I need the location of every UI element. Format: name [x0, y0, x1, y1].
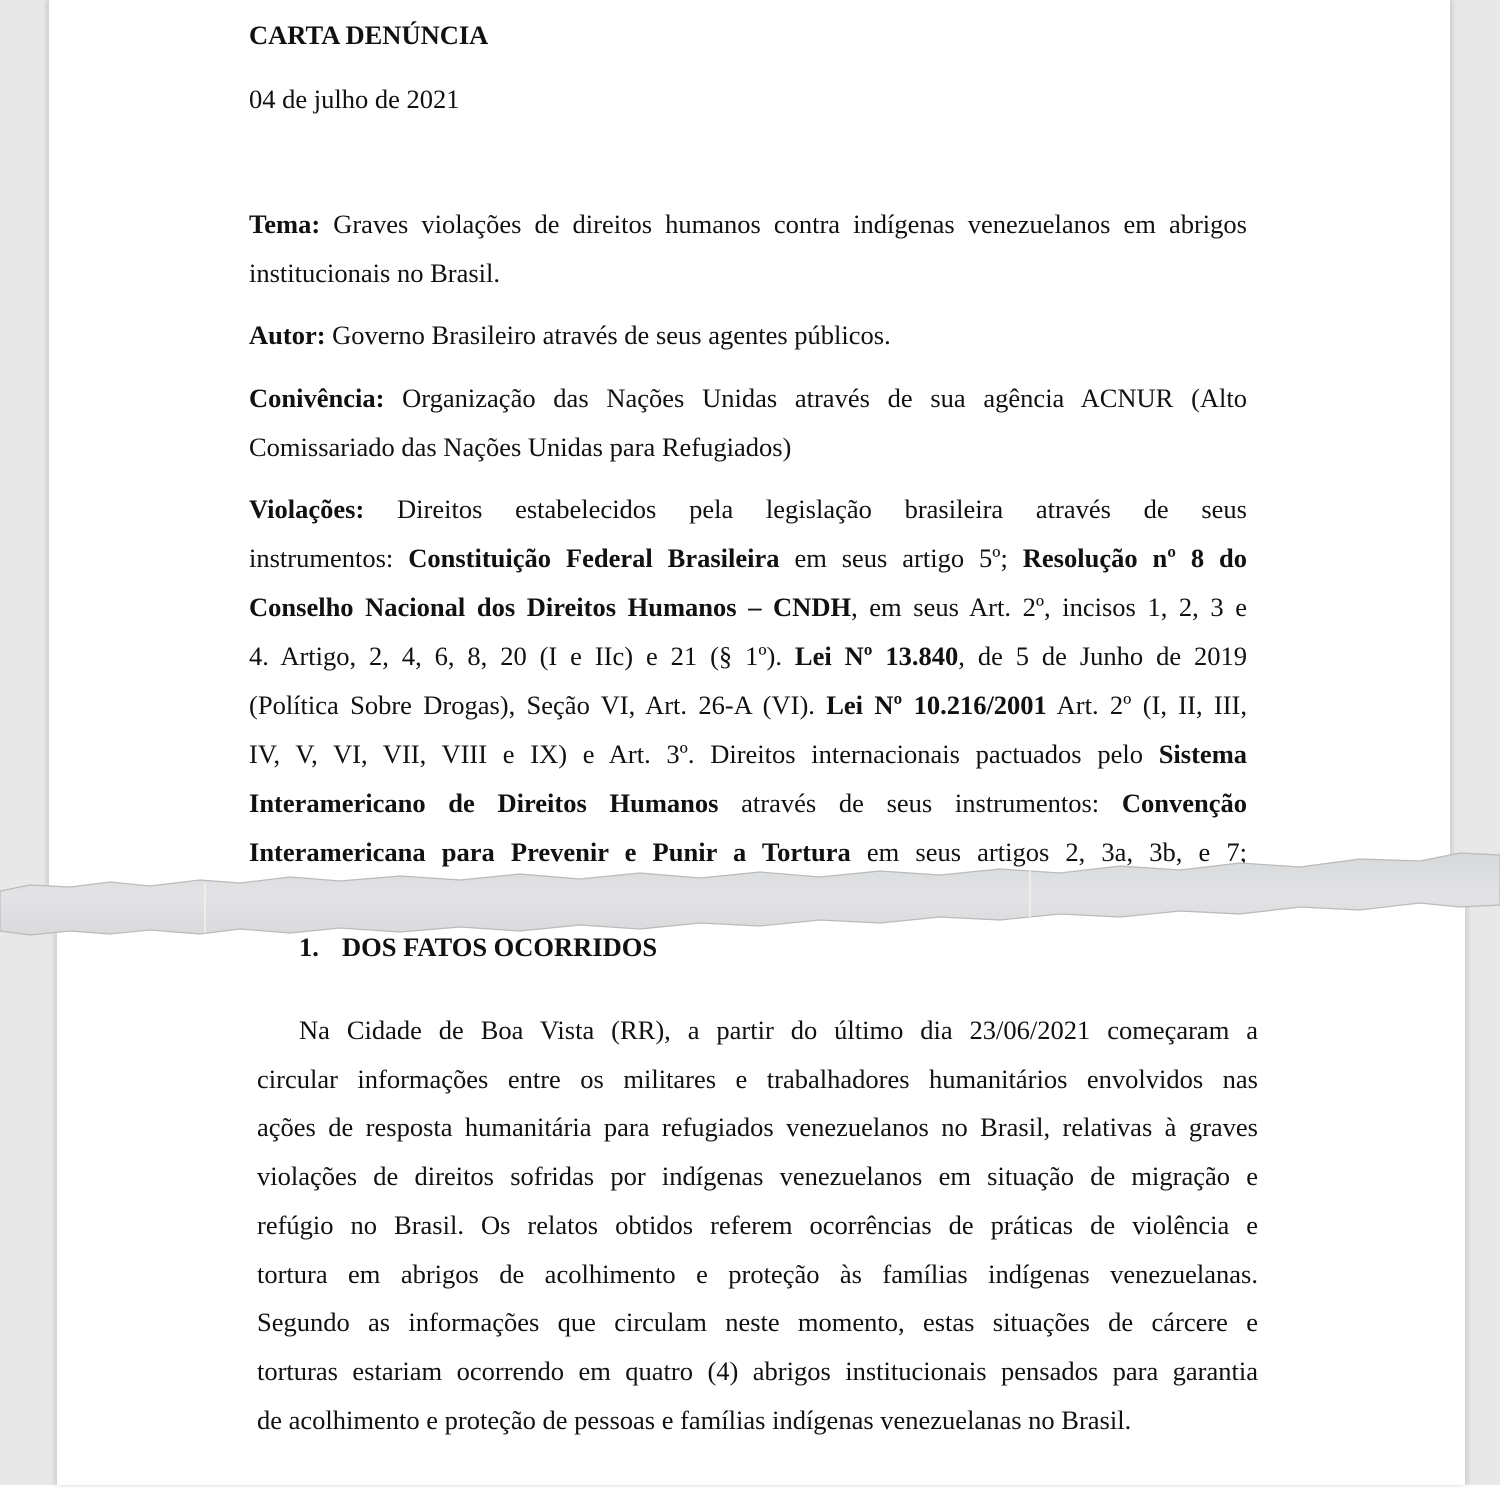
violacoes-text: 4. Artigo, 2, 4, 6, 8, 20 (I e IIc) e 21 (§ 1º).: [249, 641, 782, 671]
violacoes-bold: Lei Nº 13.840: [794, 641, 959, 671]
tema-line-2: [249, 258, 1247, 288]
violacoes-line-5: [249, 690, 1247, 720]
violacoes-line-4: [249, 641, 1247, 671]
violacoes-bold: Interamericana para Prevenir e Punir a Tortura: [249, 837, 851, 867]
violacoes-bold: Lei Nº 10.216/2001: [826, 690, 1047, 720]
violacoes-line-6: [249, 739, 1247, 769]
conivencia-label: Conivência:: [249, 383, 385, 413]
violacoes-bold: Convenção: [1121, 788, 1247, 818]
violacoes-text: em seus artigos 2, 3a, 3b, e 7;: [866, 837, 1247, 867]
autor-text: Governo Brasileiro através de seus agentes públicos.: [332, 320, 891, 350]
violacoes-bold: Constituição Federal Brasileira: [408, 543, 780, 573]
document-date: 04 de julho de 2021: [249, 84, 460, 114]
violacoes-line-7: [249, 788, 1247, 818]
violacoes-bold: Interamericano de Direitos Humanos: [249, 788, 719, 818]
paragraph-line: circular informações entre os militares e trabalhadores humanitários envolvidos nas: [257, 1064, 1258, 1094]
section-number: 1.: [299, 932, 319, 962]
violacoes-text: em seus artigo 5º;: [794, 543, 1008, 573]
paragraph-line: tortura em abrigos de acolhimento e proteção às famílias indígenas venezuelanas.: [257, 1259, 1258, 1289]
violacoes-line-3: [249, 592, 1247, 622]
document-page-bottom: [57, 900, 1465, 1485]
document-title: CARTA DENÚNCIA: [249, 20, 489, 50]
tema-label: Tema:: [249, 209, 321, 239]
violacoes-text-1: Direitos estabelecidos pela legislação brasileira através de seus: [397, 494, 1247, 524]
violacoes-bold: Conselho Nacional dos Direitos Humanos – CNDH: [249, 592, 852, 622]
autor-label: Autor:: [249, 320, 326, 350]
paragraph-line: Segundo as informações que circulam neste momento, estas situações de cárcere e: [257, 1307, 1258, 1337]
paragraph-line: violações de direitos sofridas por indígenas venezuelanos em situação de migração e: [257, 1161, 1258, 1191]
violacoes-text: , em seus Art. 2º, incisos 1, 2, 3 e: [851, 592, 1248, 622]
torn-strip-shape: [0, 853, 1500, 935]
violacoes-line-1: [249, 494, 1247, 524]
conivencia-text-1: Organização das Nações Unidas através de sua agência ACNUR (Alto: [402, 383, 1248, 413]
conivencia-line-1: [249, 383, 1247, 413]
violacoes-line-2: [249, 543, 1247, 573]
violacoes-text: (Política Sobre Drogas), Seção VI, Art. 26-A (VI).: [249, 690, 815, 720]
autor-line: [249, 320, 1247, 350]
torn-paper-divider: [0, 835, 1500, 945]
paragraph-line: ações de resposta humanitária para refugiados venezuelanos no Brasil, relativas à graves: [257, 1112, 1258, 1142]
paragraph-line: torturas estariam ocorrendo em quatro (4) abrigos institucionais pensados para garantia: [257, 1356, 1258, 1386]
violacoes-text: , de 5 de Junho de 2019: [958, 641, 1247, 671]
tema-text-1: Graves violações de direitos humanos contra indígenas venezuelanos em abrigos: [333, 209, 1247, 239]
tema-text-2: institucionais no Brasil.: [249, 258, 500, 288]
tema-line-1: [249, 209, 1247, 239]
violacoes-text: IV, V, VI, VII, VIII e IX) e Art. 3º. Direitos internacionais pactuados pelo: [249, 739, 1143, 769]
violacoes-text: Art. 2º (I, II, III,: [1056, 690, 1247, 720]
violacoes-text: instrumentos:: [249, 543, 394, 573]
paragraph-line: Na Cidade de Boa Vista (RR), a partir do último dia 23/06/2021 começaram a: [299, 1015, 1258, 1045]
paragraph-line: de acolhimento e proteção de pessoas e famílias indígenas venezuelanas no Brasil.: [257, 1405, 1132, 1435]
conivencia-line-2: [249, 432, 1247, 462]
violacoes-bold: Sistema: [1158, 739, 1248, 769]
paragraph-line: refúgio no Brasil. Os relatos obtidos referem ocorrências de práticas de violência e: [257, 1210, 1258, 1240]
violacoes-bold: Resolução nº 8 do: [1022, 543, 1248, 573]
section-heading: [299, 932, 657, 963]
section-title: DOS FATOS OCORRIDOS: [342, 932, 658, 962]
violacoes-label: Violações:: [249, 494, 365, 524]
conivencia-text-2: Comissariado das Nações Unidas para Refugiados): [249, 432, 792, 462]
violacoes-text: através de seus instrumentos:: [741, 788, 1100, 818]
